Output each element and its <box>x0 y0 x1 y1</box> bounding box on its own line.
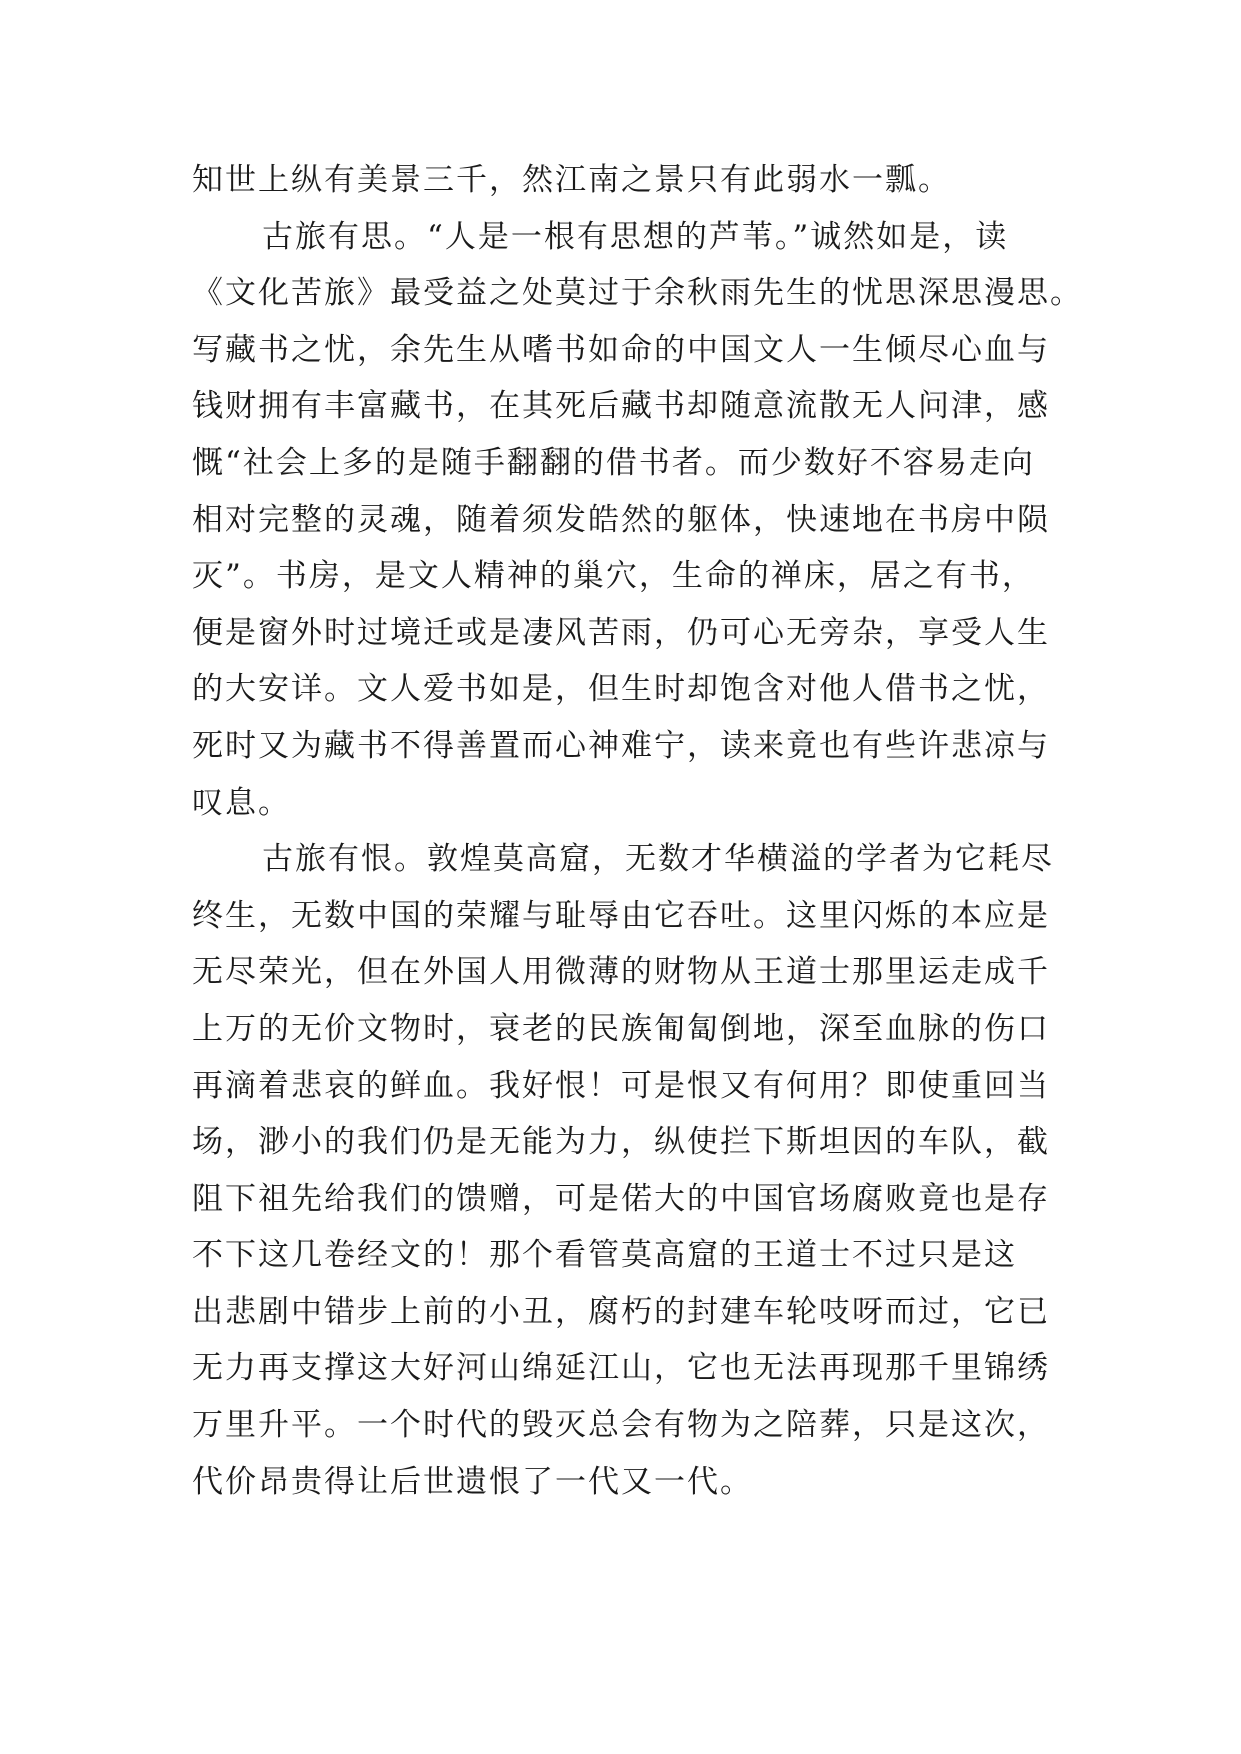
text-line: 慨“社会上多的是随手翻翻的借书者。而少数好不容易走向 <box>192 444 1035 481</box>
text-line: 场，渺小的我们仍是无能为力，纵使拦下斯坦因的车队，截 <box>192 1124 1050 1161</box>
text-line: 灭”。书房，是文人精神的巢穴，生命的禅床，居之有书， <box>192 558 1035 595</box>
text-line: 无尽荣光，但在外国人用微薄的财物从王道士那里运走成千 <box>192 954 1050 991</box>
text-line: 不下这几卷经文的！那个看管莫高窟的王道士不过只是这 <box>192 1237 1017 1274</box>
paragraph-first-line: 古旅有思。“人是一根有思想的芦苇。”诚然如是，读 <box>262 218 1009 255</box>
text-line: 《文化苦旅》最受益之处莫过于余秋雨先生的忧思深思漫思。 <box>192 275 1083 312</box>
text-line: 代价昂贵得让后世遗恨了一代又一代。 <box>192 1463 753 1500</box>
text-line: 无力再支撑这大好河山绵延江山，它也无法再现那千里锦绣 <box>192 1350 1050 1387</box>
text-line: 写藏书之忧，余先生从嗜书如命的中国文人一生倾尽心血与 <box>192 331 1050 368</box>
text-line: 再滴着悲哀的鲜血。我好恨！可是恨又有何用？即使重回当 <box>192 1067 1050 1104</box>
paragraph-first-line: 古旅有恨。敦煌莫高窟，无数才华横溢的学者为它耗尽 <box>262 841 1054 878</box>
body-text <box>192 152 1083 1510</box>
text-line: 便是窗外时过境迁或是凄风苦雨，仍可心无旁杂，享受人生 <box>192 614 1050 651</box>
text-line: 相对完整的灵魂，随着须发皓然的躯体，快速地在书房中陨 <box>192 501 1050 538</box>
text-line: 阻下祖先给我们的馈赠，可是偌大的中国官场腐败竟也是存 <box>192 1180 1050 1217</box>
text-line: 终生，无数中国的荣耀与耻辱由它吞吐。这里闪烁的本应是 <box>192 897 1050 934</box>
text-line: 万里升平。一个时代的毁灭总会有物为之陪葬，只是这次， <box>192 1407 1050 1444</box>
text-line: 出悲剧中错步上前的小丑，腐朽的封建车轮吱呀而过，它已 <box>192 1293 1050 1330</box>
text-line: 上万的无价文物时，衰老的民族匍匐倒地，深至血脉的伤口 <box>192 1010 1050 1047</box>
text-line: 叹息。 <box>192 784 291 821</box>
text-line: 的大安详。文人爱书如是，但生时却饱含对他人借书之忧， <box>192 671 1050 708</box>
text-line: 死时又为藏书不得善置而心神难宁，读来竟也有些许悲凉与 <box>192 727 1050 764</box>
text-line: 知世上纵有美景三千，然江南之景只有此弱水一瓢。 <box>192 162 951 198</box>
text-line: 钱财拥有丰富藏书，在其死后藏书却随意流散无人问津，感 <box>192 388 1050 425</box>
